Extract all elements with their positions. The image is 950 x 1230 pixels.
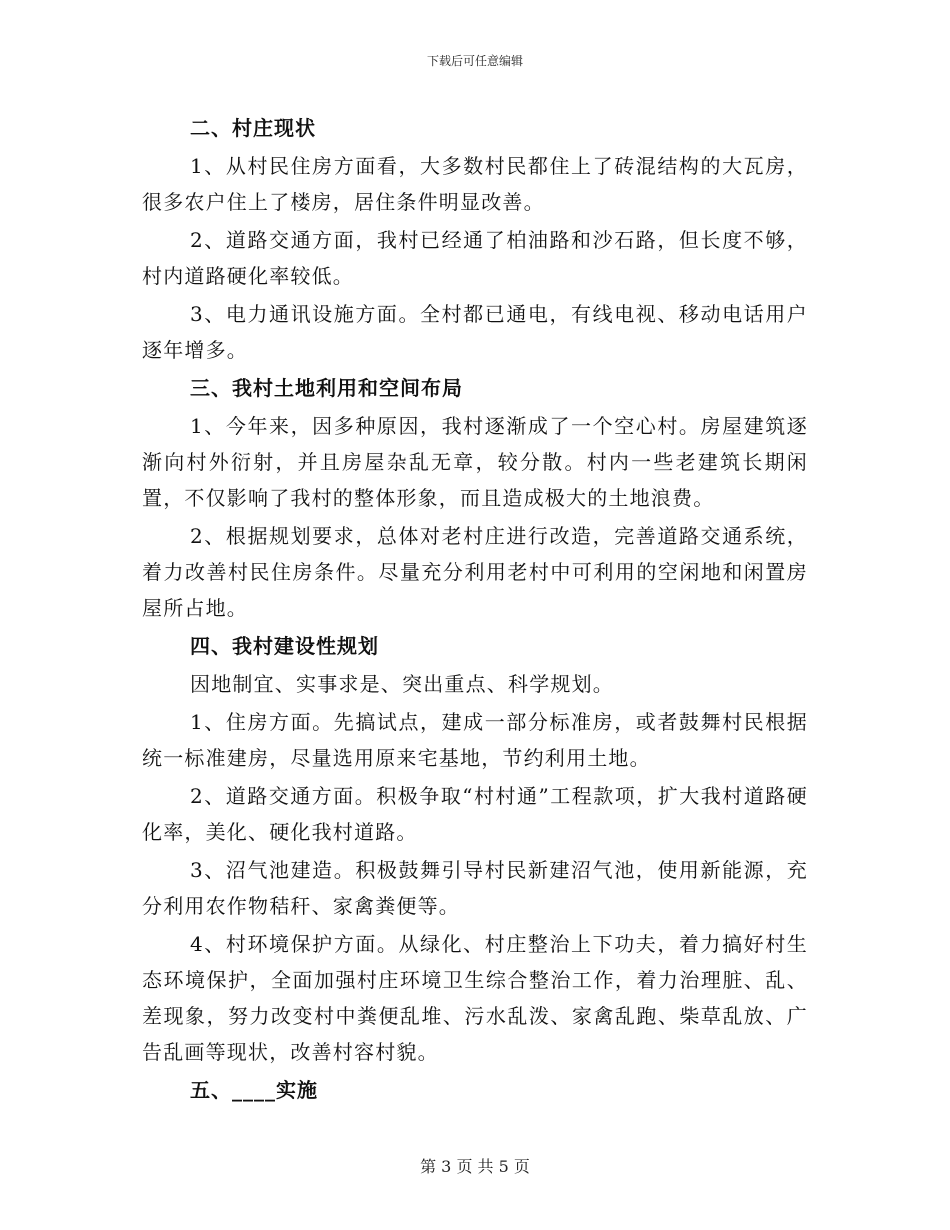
paragraph: 1、今年来，因多种原因，我村逐渐成了一个空心村。房屋建筑逐渐向村外衍射，并且房屋杂乱无章，较分散。村内一些老建筑长期闲置，不仅影响了我村的整体形象，而且造成极大的土地浪费。 bbox=[142, 414, 808, 510]
section-heading: 三、我村土地利用和空间布局 bbox=[190, 376, 463, 400]
paragraph: 因地制宜、实事求是、突出重点、科学规划。 bbox=[190, 672, 614, 696]
paragraph: 2、道路交通方面。积极争取“村村通”工程款项，扩大我村道路硬化率，美化、硬化我村道路。 bbox=[142, 784, 808, 844]
paragraph: 2、根据规划要求，总体对老村庄进行改造，完善道路交通系统，着力改善村民住房条件。尽量充分利用老村中可利用的空闲地和闲置房屋所占地。 bbox=[142, 524, 808, 620]
section-heading: 四、我村建设性规划 bbox=[190, 634, 379, 658]
section-heading: 五、____实施 bbox=[190, 1078, 318, 1102]
page-number: 第 3 页 共 5 页 bbox=[420, 1157, 530, 1176]
document-body bbox=[142, 110, 808, 1110]
paragraph: 2、道路交通方面，我村已经通了柏油路和沙石路，但长度不够，村内道路硬化率较低。 bbox=[142, 228, 808, 288]
page-header: 下载后可任意编辑 bbox=[426, 54, 523, 68]
paragraph: 3、电力通讯设施方面。全村都已通电，有线电视、移动电话用户逐年增多。 bbox=[142, 302, 808, 362]
section-heading: 二、村庄现状 bbox=[190, 116, 316, 140]
paragraph: 3、沼气池建造。积极鼓舞引导村民新建沼气池，使用新能源，充分利用农作物秸秆、家禽粪便等。 bbox=[142, 858, 808, 918]
paragraph: 1、从村民住房方面看，大多数村民都住上了砖混结构的大瓦房，很多农户住上了楼房，居住条件明显改善。 bbox=[142, 154, 808, 214]
paragraph: 1、住房方面。先搞试点，建成一部分标准房，或者鼓舞村民根据统一标准建房，尽量选用原来宅基地，节约利用土地。 bbox=[142, 710, 808, 770]
paragraph: 4、村环境保护方面。从绿化、村庄整治上下功夫，着力搞好村生态环境保护，全面加强村庄环境卫生综合整治工作，着力治理脏、乱、差现象，努力改变村中粪便乱堆、污水乱泼、家禽乱跑、柴草乱放、广告乱画等现状，改善村容村貌。 bbox=[142, 932, 808, 1064]
